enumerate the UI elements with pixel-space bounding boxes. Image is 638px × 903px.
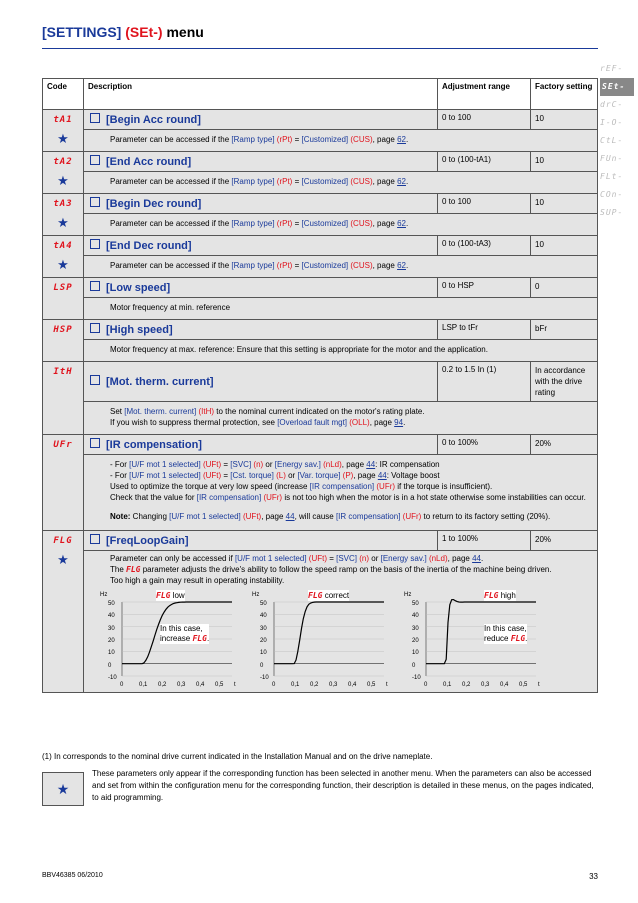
desc-text: if the torque is insufficient). bbox=[395, 482, 493, 491]
factory-cell: 10 bbox=[531, 110, 598, 130]
desc-text: , page bbox=[369, 418, 395, 427]
star-note bbox=[42, 768, 598, 804]
graph-note: increase bbox=[160, 634, 191, 643]
note-label: Note: bbox=[110, 512, 131, 521]
desc-text: Parameter can be accessed if the bbox=[110, 177, 232, 186]
param-name bbox=[84, 236, 438, 256]
param-name bbox=[84, 435, 438, 455]
side-tab[interactable]: FLt- bbox=[600, 172, 624, 181]
desc-text: Too high a gain may result in operating instability. bbox=[110, 576, 285, 585]
param-code: tA1 bbox=[53, 115, 73, 125]
star-icon: ★ bbox=[57, 173, 69, 188]
param-link: [Var. torque] bbox=[297, 471, 341, 480]
response-graph-svg bbox=[252, 590, 388, 688]
param-code: (n) bbox=[253, 460, 264, 469]
response-graph: Hz 50 40 30 20 10 0 -10 0 0,1 0,2 0,3 0,4 0,5 t FLG low In this case, increase FLG. bbox=[100, 590, 236, 688]
desc-text: or bbox=[263, 460, 275, 469]
x-tick: 0,1 bbox=[139, 682, 148, 688]
table-row-desc bbox=[43, 455, 598, 531]
desc-text: or bbox=[369, 554, 381, 563]
response-graph: Hz 50 40 30 20 10 0 -10 0 0,1 0,2 0,3 0,4 0,5 t FLG high In this case, reduce FLG. bbox=[404, 590, 540, 688]
param-code: ItH bbox=[53, 367, 73, 377]
range-cell: 0.2 to 1.5 In (1) bbox=[438, 362, 531, 402]
y-tick: -10 bbox=[412, 675, 421, 681]
side-tab[interactable]: SEt- bbox=[600, 78, 634, 96]
code-cell bbox=[43, 362, 84, 435]
param-code: FLG bbox=[126, 565, 141, 574]
param-name bbox=[84, 194, 438, 214]
code-cell bbox=[43, 320, 84, 362]
table-row-desc bbox=[43, 340, 598, 362]
desc-text: : IR compensation bbox=[375, 460, 440, 469]
page-link: 44 bbox=[285, 512, 295, 521]
graph-label: high bbox=[500, 591, 516, 600]
param-link: [Customized] bbox=[301, 219, 349, 228]
desc-text: = bbox=[221, 460, 231, 469]
checkbox-icon bbox=[90, 438, 100, 448]
factory-cell: bFr bbox=[531, 320, 598, 340]
param-link: [IR compensation] bbox=[335, 512, 401, 521]
param-code: (L) bbox=[276, 471, 286, 480]
code-cell bbox=[43, 152, 84, 194]
param-code: (UFt) bbox=[202, 471, 222, 480]
desc-text: , page bbox=[353, 471, 378, 480]
param-name-text: [End Dec round] bbox=[106, 240, 192, 252]
side-tab[interactable]: CtL- bbox=[600, 136, 624, 145]
graph-label: low bbox=[172, 591, 185, 600]
graph-code: FLG bbox=[308, 591, 323, 600]
param-description bbox=[84, 130, 598, 152]
table-row-desc bbox=[43, 298, 598, 320]
x-tick: 0,3 bbox=[481, 682, 490, 688]
desc-text: Parameter can be accessed if the bbox=[110, 261, 232, 270]
table-row bbox=[43, 320, 598, 340]
desc-text: Motor frequency at min. reference bbox=[110, 303, 231, 312]
graph-unit: Hz bbox=[404, 592, 412, 598]
param-code: UFr bbox=[53, 440, 73, 450]
param-name bbox=[84, 278, 438, 298]
y-tick: 50 bbox=[412, 601, 419, 607]
param-code: (UFr) bbox=[263, 493, 283, 502]
range-cell: 0 to 100 bbox=[438, 194, 531, 214]
page-link: 62 bbox=[397, 219, 406, 228]
header-range: Adjustment range bbox=[438, 79, 531, 110]
desc-text: . bbox=[405, 261, 409, 270]
param-link: [SVC] bbox=[230, 460, 252, 469]
side-tab[interactable]: I-O- bbox=[600, 118, 624, 127]
desc-text: . bbox=[405, 135, 409, 144]
star-icon: ★ bbox=[57, 131, 69, 146]
desc-text: , page bbox=[341, 460, 367, 469]
checkbox-icon bbox=[90, 375, 100, 385]
param-name-text: [Begin Acc round] bbox=[106, 114, 201, 126]
param-link: [Energy sav.] bbox=[380, 554, 427, 563]
desc-text: Parameter can be accessed if the bbox=[110, 135, 232, 144]
desc-text: Check that the value for bbox=[110, 493, 197, 502]
y-tick: 40 bbox=[260, 613, 267, 620]
y-tick: 20 bbox=[260, 638, 267, 644]
graph-unit: Hz bbox=[252, 592, 260, 598]
param-code: (rPt) bbox=[276, 177, 293, 186]
page-link: 62 bbox=[397, 261, 406, 270]
x-tick: 0,3 bbox=[177, 682, 186, 688]
range-cell: 0 to HSP bbox=[438, 278, 531, 298]
param-code: (UFr) bbox=[402, 512, 422, 521]
graph-code: FLG bbox=[192, 634, 207, 643]
factory-cell: In accordance with the drive rating bbox=[531, 362, 598, 402]
desc-text: = bbox=[292, 219, 302, 228]
x-tick: 0,2 bbox=[310, 682, 319, 688]
table-row bbox=[43, 278, 598, 298]
desc-text: , page bbox=[372, 219, 398, 228]
param-code: (P) bbox=[342, 471, 354, 480]
param-description bbox=[84, 172, 598, 194]
desc-text: , page bbox=[261, 512, 286, 521]
param-link: [IR compensation] bbox=[309, 482, 375, 491]
y-tick: 40 bbox=[108, 613, 115, 620]
param-link: [SVC] bbox=[336, 554, 358, 563]
desc-text: Motor frequency at max. reference: Ensure that this setting is appropriate for the motor and the application. bbox=[110, 345, 488, 354]
settings-table bbox=[42, 78, 598, 693]
y-tick: 30 bbox=[108, 625, 115, 632]
factory-cell: 10 bbox=[531, 236, 598, 256]
factory-cell: 10 bbox=[531, 152, 598, 172]
y-tick: 50 bbox=[108, 601, 115, 607]
checkbox-icon bbox=[90, 534, 100, 544]
x-tick: t bbox=[386, 682, 388, 688]
x-tick: 0,1 bbox=[443, 682, 452, 688]
table-row bbox=[43, 152, 598, 172]
param-link: [Ramp type] bbox=[231, 219, 275, 228]
graph-note: In this case, bbox=[484, 624, 527, 633]
graph-label: correct bbox=[324, 591, 350, 600]
desc-text: Used to optimize the torque at very low speed (increase bbox=[110, 482, 310, 491]
y-tick: 20 bbox=[412, 638, 419, 644]
code-cell bbox=[43, 435, 84, 531]
checkbox-icon bbox=[90, 113, 100, 123]
param-code: (rPt) bbox=[276, 261, 293, 270]
range-cell: 0 to 100% bbox=[438, 435, 531, 455]
desc-text: , page bbox=[447, 554, 473, 563]
x-tick: t bbox=[538, 682, 540, 688]
desc-text: Parameter can be accessed if the bbox=[110, 219, 232, 228]
desc-text: - For bbox=[110, 471, 130, 480]
y-tick: 0 bbox=[260, 662, 264, 669]
graph-code: FLG bbox=[510, 634, 526, 643]
y-tick: -10 bbox=[108, 675, 117, 681]
desc-text: = bbox=[221, 471, 231, 480]
y-tick: 40 bbox=[412, 613, 419, 620]
desc-text: = bbox=[292, 261, 302, 270]
param-description: Parameter can only be accessed if [U/F mot 1 selected] (UFt) = [SVC] (n) or [Energy sav.] (nLd), page 44. The FLG parameter adjusts the drive's ability to follow the speed ramp on the basis of the inertia of the machine being driven. Too high a gain may result in operating instability. Hz 50 40 30 20 10 0 -10 0 0,1 0,2 0,3 0,4 0,5 t FLG low In this case, increase FLG. Hz 50 40 30 20 10 0 -10 0 0,1 0,2 0,3 0,4 0,5 t FLG correct Hz 50 40 30 20 10 0 -10 0 0,1 0,2 0,3 0,4 0,5 t FLG high In this case, reduce FLG. bbox=[84, 551, 598, 693]
param-code: tA3 bbox=[53, 199, 73, 209]
factory-cell: 0 bbox=[531, 278, 598, 298]
param-name bbox=[84, 362, 438, 402]
table-row bbox=[43, 362, 598, 402]
table-row-desc bbox=[43, 214, 598, 236]
x-tick: 0,4 bbox=[348, 682, 357, 688]
param-code: FLG bbox=[53, 536, 73, 546]
x-tick: 0,5 bbox=[215, 682, 224, 688]
desc-text: parameter adjusts the drive's ability to follow the speed ramp on the basis of the inertia of the machine being driven. bbox=[140, 565, 552, 574]
param-code: (rPt) bbox=[276, 135, 293, 144]
param-link: [Ramp type] bbox=[231, 177, 275, 186]
param-description bbox=[84, 298, 598, 320]
page-link: 62 bbox=[397, 177, 406, 186]
param-name bbox=[84, 320, 438, 340]
graph-unit: Hz bbox=[100, 592, 108, 598]
code-cell bbox=[43, 278, 84, 320]
desc-text: . bbox=[405, 177, 409, 186]
factory-cell: 20% bbox=[531, 531, 598, 551]
star-icon: ★ bbox=[42, 772, 84, 806]
factory-cell: 20% bbox=[531, 435, 598, 455]
page-link: 62 bbox=[397, 135, 406, 144]
table-row bbox=[43, 194, 598, 214]
param-description bbox=[84, 256, 598, 278]
param-code: tA4 bbox=[53, 241, 73, 251]
star-icon: ★ bbox=[57, 552, 69, 567]
page-link: 44 bbox=[377, 471, 387, 480]
param-link: [Customized] bbox=[301, 261, 349, 270]
param-link: [Ramp type] bbox=[231, 261, 275, 270]
desc-text: to return to its factory setting (20%). bbox=[421, 512, 551, 521]
param-name-text: [End Acc round] bbox=[106, 156, 192, 168]
param-code: (CUS) bbox=[350, 261, 373, 270]
y-tick: 0 bbox=[412, 662, 416, 669]
desc-text: , page bbox=[372, 135, 398, 144]
x-tick: 0,3 bbox=[329, 682, 338, 688]
desc-text: . bbox=[403, 418, 406, 427]
x-tick: 0,1 bbox=[291, 682, 300, 688]
param-code: (UFt) bbox=[202, 460, 222, 469]
desc-text: The bbox=[110, 565, 127, 574]
header-factory: Factory setting bbox=[531, 79, 598, 110]
param-code: (CUS) bbox=[350, 135, 373, 144]
x-tick: 0,4 bbox=[196, 682, 205, 688]
page-number: 33 bbox=[589, 872, 598, 881]
param-code: (nLd) bbox=[323, 460, 342, 469]
y-tick: 20 bbox=[108, 638, 115, 644]
param-name bbox=[84, 152, 438, 172]
y-tick: 30 bbox=[260, 625, 267, 632]
param-description bbox=[84, 214, 598, 236]
table-row-desc bbox=[43, 172, 598, 194]
y-tick: 10 bbox=[260, 650, 267, 657]
checkbox-icon bbox=[90, 323, 100, 333]
x-tick: 0,5 bbox=[519, 682, 528, 688]
param-name-text: [IR compensation] bbox=[106, 439, 202, 451]
param-link: [Customized] bbox=[301, 177, 349, 186]
desc-text: Parameter can only be accessed if bbox=[110, 554, 235, 563]
desc-text: is not too high when the motor is in a hot state otherwise some instabilities can occur. bbox=[282, 493, 586, 502]
y-tick: 50 bbox=[260, 601, 267, 607]
param-link: [U/F mot 1 selected] bbox=[169, 512, 241, 521]
param-link: [Customized] bbox=[301, 135, 349, 144]
param-link: [Cst. torque] bbox=[230, 471, 274, 480]
code-cell bbox=[43, 531, 84, 693]
header-code: Code bbox=[43, 79, 84, 110]
side-tab[interactable]: drC- bbox=[600, 100, 624, 109]
param-code: HSP bbox=[53, 325, 73, 335]
star-note-text: These parameters only appear if the corresponding function has been selected in another menu. When the parameters can also be accessed and set from within the configuration menu for the corresponding function, their description is detailed in these menus, on the pages indicated, to aid programming. bbox=[92, 769, 594, 802]
param-code: (OLL) bbox=[349, 418, 370, 427]
param-link: [IR compensation] bbox=[196, 493, 262, 502]
desc-text: = bbox=[292, 177, 302, 186]
x-tick: 0,4 bbox=[500, 682, 509, 688]
x-tick: t bbox=[234, 682, 236, 688]
side-tab[interactable]: SUP- bbox=[600, 208, 624, 217]
x-tick: 0 bbox=[120, 682, 124, 688]
param-description: - For [U/F mot 1 selected] (UFt) = [SVC] (n) or [Energy sav.] (nLd), page 44: IR compensation - For [U/F mot 1 selected] (UFt) = [Cst. torque] (L) or [Var. torque] (P), page 44: Voltage boost Used to optimize the torque at very low speed (increase [IR compensation] (UFr) if the torque is insufficient). Check that the value for [IR compensation] (UFr) is not too high when the motor is in a hot state otherwise some instabilities can occur. Note: Changing [U/F mot 1 selected] (UFt), page 44, will cause [IR compensation] (UFr) to return to its factory setting (20%). bbox=[84, 455, 598, 531]
param-code: (nLd) bbox=[428, 554, 448, 563]
param-code: (UFr) bbox=[376, 482, 396, 491]
checkbox-icon bbox=[90, 281, 100, 291]
side-tab[interactable]: COn- bbox=[600, 190, 624, 199]
param-name-text: [High speed] bbox=[106, 324, 173, 336]
param-code: (UFt) bbox=[242, 512, 262, 521]
code-cell bbox=[43, 194, 84, 236]
param-code: (ItH) bbox=[198, 407, 215, 416]
factory-cell: 10 bbox=[531, 194, 598, 214]
param-link: [U/F mot 1 selected] bbox=[234, 554, 307, 563]
desc-text: Changing bbox=[130, 512, 170, 521]
page-link: 94 bbox=[394, 418, 404, 427]
table-header bbox=[43, 79, 598, 110]
desc-text: or bbox=[285, 471, 298, 480]
page-link: 44 bbox=[366, 460, 376, 469]
desc-text: to the nominal current indicated on the motor's rating plate. bbox=[214, 407, 425, 416]
param-description bbox=[84, 402, 598, 435]
param-name bbox=[84, 110, 438, 130]
checkbox-icon bbox=[90, 239, 100, 249]
desc-text: , page bbox=[372, 177, 398, 186]
graph-code: FLG bbox=[156, 591, 171, 600]
param-link: [Ramp type] bbox=[231, 135, 275, 144]
page-link: 44 bbox=[472, 554, 481, 563]
table-row-desc bbox=[43, 130, 598, 152]
desc-text: , page bbox=[372, 261, 398, 270]
range-cell: 1 to 100% bbox=[438, 531, 531, 551]
param-code: (rPt) bbox=[276, 219, 293, 228]
range-cell: LSP to tFr bbox=[438, 320, 531, 340]
x-tick: 0,2 bbox=[462, 682, 471, 688]
side-tab[interactable]: rEF- bbox=[600, 64, 624, 73]
desc-text: . bbox=[405, 219, 409, 228]
page-title: [SETTINGS] (SEt-) menu bbox=[42, 24, 204, 40]
range-cell: 0 to 100 bbox=[438, 110, 531, 130]
table-row bbox=[43, 110, 598, 130]
param-code: LSP bbox=[53, 283, 73, 293]
desc-text: = bbox=[292, 135, 302, 144]
title-divider bbox=[42, 48, 598, 49]
param-name-text: [Mot. therm. current] bbox=[106, 376, 214, 388]
table-row-desc bbox=[43, 256, 598, 278]
range-cell: 0 to (100-tA3) bbox=[438, 236, 531, 256]
side-tab[interactable]: FUn- bbox=[600, 154, 624, 163]
table-row bbox=[43, 236, 598, 256]
param-name bbox=[84, 531, 438, 551]
param-name-text: [Low speed] bbox=[106, 282, 171, 294]
page-footer bbox=[42, 872, 598, 879]
y-tick: 0 bbox=[108, 662, 112, 669]
param-code: tA2 bbox=[53, 157, 73, 167]
y-tick: 30 bbox=[412, 625, 419, 632]
table-row bbox=[43, 531, 598, 551]
checkbox-icon bbox=[90, 197, 100, 207]
checkbox-icon bbox=[90, 155, 100, 165]
param-link: [Overload fault mgt] bbox=[277, 418, 348, 427]
x-tick: 0 bbox=[272, 682, 276, 688]
param-code: (UFt) bbox=[308, 554, 327, 563]
desc-text: will cause bbox=[299, 512, 336, 521]
param-name-text: [Begin Dec round] bbox=[106, 198, 202, 210]
code-cell bbox=[43, 236, 84, 278]
x-tick: 0,5 bbox=[367, 682, 376, 688]
param-link: [Energy sav.] bbox=[274, 460, 321, 469]
desc-text: Set bbox=[110, 407, 125, 416]
graph-note: In this case, bbox=[160, 624, 203, 633]
footnote: (1) In corresponds to the nominal drive current indicated in the Installation Manual and on the drive nameplate. bbox=[42, 752, 433, 761]
x-tick: 0 bbox=[424, 682, 428, 688]
table-row-desc bbox=[43, 402, 598, 435]
param-link: [U/F mot 1 selected] bbox=[129, 460, 201, 469]
desc-text: = bbox=[327, 554, 337, 563]
desc-text: - For bbox=[110, 460, 130, 469]
response-graph bbox=[252, 590, 388, 688]
x-tick: 0,2 bbox=[158, 682, 167, 688]
param-code: (CUS) bbox=[350, 177, 373, 186]
param-link: [U/F mot 1 selected] bbox=[129, 471, 201, 480]
param-name-text: [FreqLoopGain] bbox=[106, 535, 189, 547]
y-tick: 10 bbox=[412, 650, 419, 657]
doc-reference: BBV46385 06/2010 bbox=[42, 872, 103, 879]
table-row-desc bbox=[43, 551, 598, 693]
graph-code: FLG bbox=[484, 591, 499, 600]
desc-text: If you wish to suppress thermal protection, see bbox=[110, 418, 278, 427]
param-link: [Mot. therm. current] bbox=[124, 407, 197, 416]
param-code: (n) bbox=[359, 554, 370, 563]
side-tabs bbox=[600, 60, 634, 222]
param-code: (CUS) bbox=[350, 219, 373, 228]
y-tick: -10 bbox=[260, 675, 269, 681]
star-icon: ★ bbox=[57, 257, 69, 272]
y-tick: 10 bbox=[108, 650, 115, 657]
range-cell: 0 to (100-tA1) bbox=[438, 152, 531, 172]
code-cell bbox=[43, 110, 84, 152]
star-icon: ★ bbox=[57, 215, 69, 230]
graph-note: reduce bbox=[484, 634, 509, 643]
header-description: Description bbox=[84, 79, 438, 110]
desc-text: : Voltage boost bbox=[386, 471, 440, 480]
param-description bbox=[84, 340, 598, 362]
table-row bbox=[43, 435, 598, 455]
